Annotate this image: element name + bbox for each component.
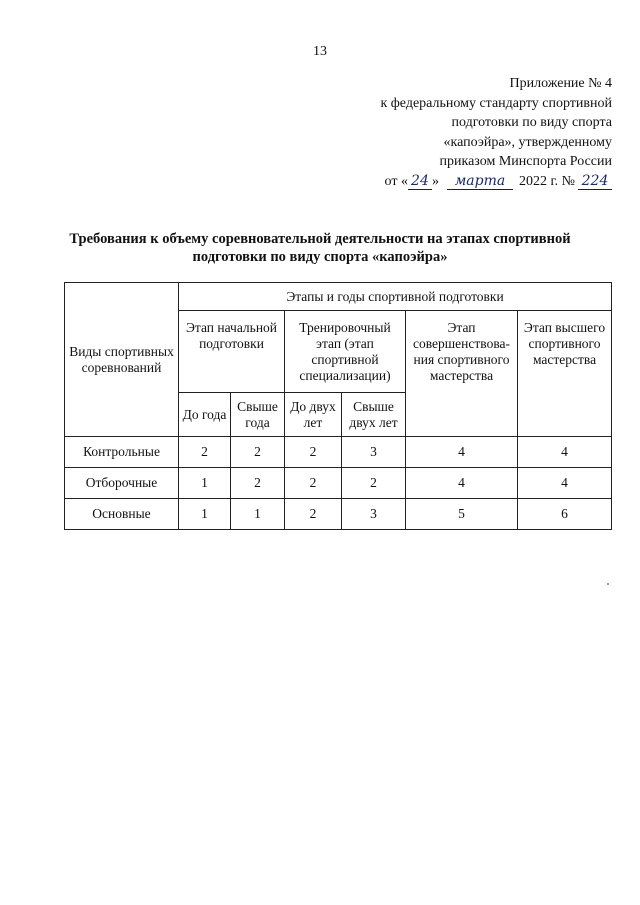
table-cell: 1	[179, 499, 231, 530]
table-cell: 4	[406, 468, 518, 499]
subheader-over-year: Свыше года	[231, 393, 285, 437]
order-number-handwritten: 224	[578, 173, 612, 190]
table-cell: 3	[342, 499, 406, 530]
table-cell: 6	[518, 499, 612, 530]
table-row	[65, 468, 612, 499]
table-cell: 2	[231, 468, 285, 499]
table-cell: 2	[231, 437, 285, 468]
table-cell: 4	[518, 437, 612, 468]
table-cell: 1	[179, 468, 231, 499]
appendix-line: к федеральному стандарту спортивной	[380, 95, 612, 111]
title-line: Требования к объему соревновательной деятельности на этапах спортивной	[69, 231, 571, 247]
requirements-table	[64, 282, 612, 530]
appendix-title: Приложение № 4	[509, 76, 612, 91]
table-cell: 1	[231, 499, 285, 530]
row-label: Основные	[65, 499, 179, 530]
header-competition-types: Виды спортивных соревнований	[65, 283, 179, 437]
date-prefix: от «	[384, 173, 408, 189]
subheader-up-to-year: До года	[179, 393, 231, 437]
header-stage-initial: Этап начальной подготовки	[179, 311, 285, 393]
page-number: 13	[313, 44, 327, 59]
appendix-line: подготовки по виду спорта	[451, 115, 612, 130]
appendix-header	[330, 74, 612, 191]
scan-speck	[607, 583, 609, 585]
table-row	[65, 437, 612, 468]
date-day-handwritten: 24	[408, 173, 432, 190]
table-row	[65, 499, 612, 530]
appendix-date-line	[330, 172, 612, 192]
date-month-handwritten: марта	[447, 173, 513, 190]
row-label: Отборочные	[65, 468, 179, 499]
table-cell: 2	[179, 437, 231, 468]
appendix-line: приказом Минспорта России	[439, 154, 612, 169]
table-cell: 4	[518, 468, 612, 499]
row-label: Контрольные	[65, 437, 179, 468]
table-cell: 3	[342, 437, 406, 468]
document-title	[40, 230, 600, 266]
header-stage-improvement: Этап совершенствова-ния спортивного мастерства	[406, 311, 518, 437]
table-cell: 2	[342, 468, 406, 499]
date-mid: »	[431, 173, 439, 189]
subheader-over-two-years: Свыше двух лет	[342, 393, 406, 437]
header-stages-group: Этапы и годы спортивной подготовки	[179, 283, 612, 311]
table-cell: 5	[406, 499, 518, 530]
header-stage-training: Тренировочный этап (этап спортивной специализации)	[285, 311, 406, 393]
header-stage-higher: Этап высшего спортивного мастерства	[518, 311, 612, 437]
table-cell: 2	[285, 499, 342, 530]
date-year: 2022 г. №	[518, 173, 575, 189]
table-cell: 4	[406, 437, 518, 468]
table-cell: 2	[285, 468, 342, 499]
table-cell: 2	[285, 437, 342, 468]
subheader-up-to-two-years: До двух лет	[285, 393, 342, 437]
appendix-line: «капоэйра», утвержденному	[443, 134, 612, 150]
title-line: подготовки по виду спорта «капоэйра»	[192, 249, 448, 265]
